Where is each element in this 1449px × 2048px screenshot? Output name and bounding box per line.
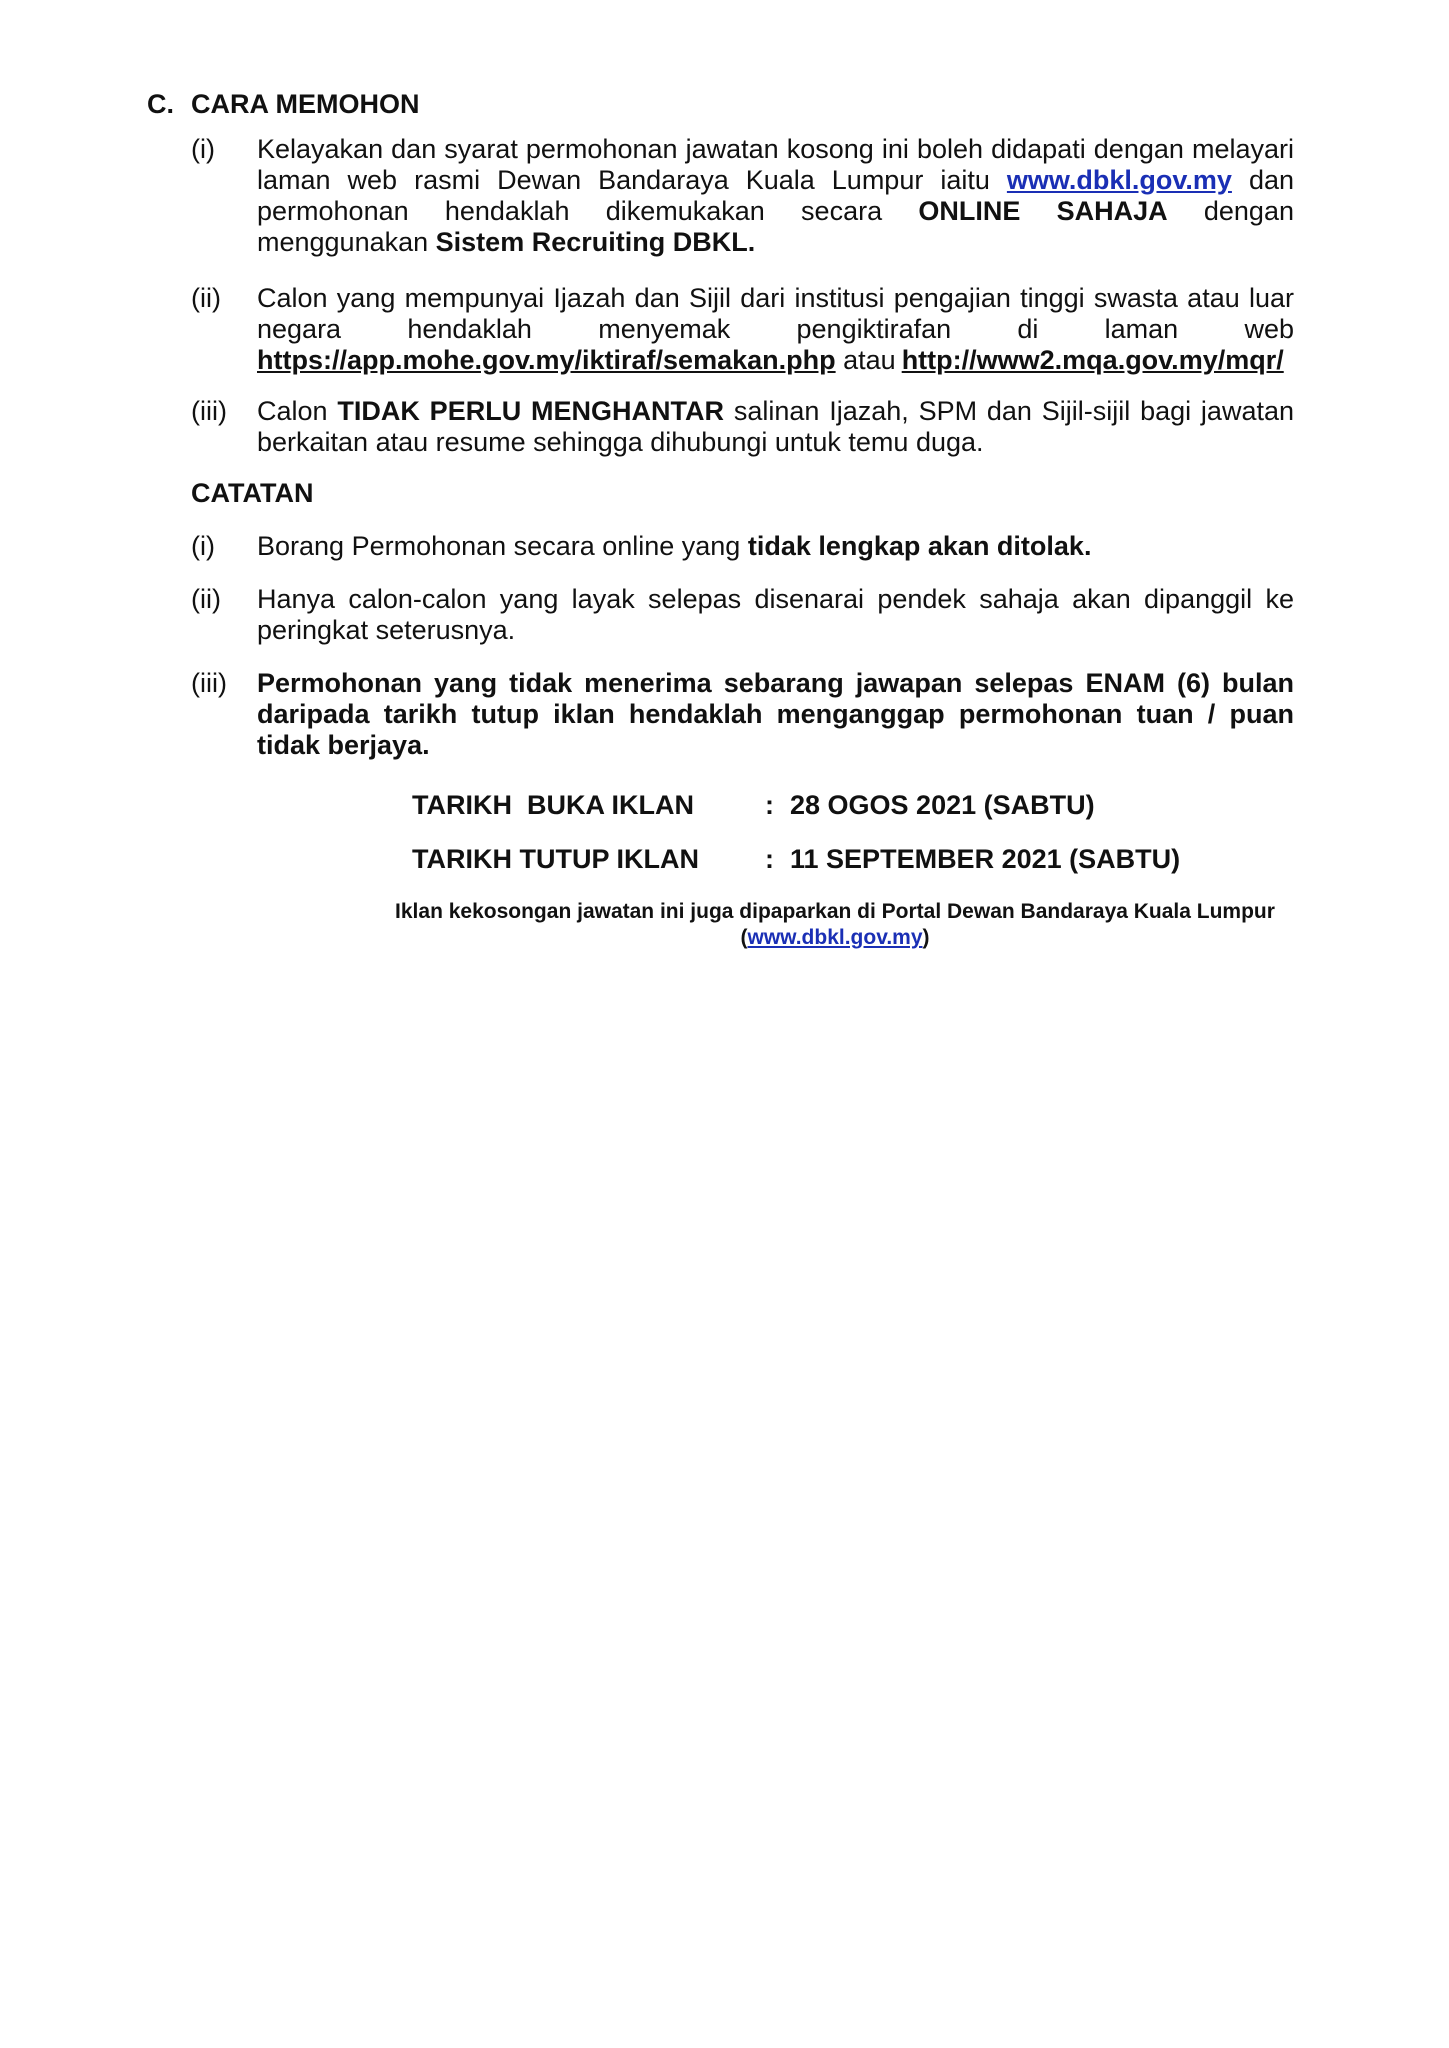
item-line: Kelayakan dan syarat permohonan jawatan kosong ini boleh didapati dengan melayari (257, 134, 1294, 164)
item-line: daripada tarikh tutup iklan hendaklah menganggap permohonan tuan / puan (257, 699, 1294, 729)
item-body (257, 584, 1294, 646)
item-text: permohonan hendaklah dikemukakan secara (257, 196, 883, 226)
item-line: negara hendaklah menyemak pengiktirafan di laman web (257, 314, 1294, 344)
item-text: dengan (1203, 196, 1294, 226)
item-text: atau (843, 345, 896, 375)
item-line: tidak berjaya. (257, 730, 430, 760)
dbkl-website-link[interactable]: www.dbkl.gov.my (1006, 165, 1232, 195)
item-line: Permohonan yang tidak menerima sebarang jawapan selepas ENAM (6) bulan (257, 668, 1294, 698)
date-value: 28 OGOS 2021 (SABTU) (790, 790, 1095, 820)
item-line (257, 165, 1294, 196)
tidak-perlu-text: TIDAK PERLU MENGHANTAR (337, 396, 724, 426)
item-body (257, 531, 1294, 562)
date-label: TARIKH TUTUP IKLAN (412, 844, 699, 874)
section-title: CARA MEMOHON (191, 89, 420, 119)
item-line (257, 396, 1294, 427)
item-body (257, 283, 1294, 376)
item-number: (ii) (191, 584, 221, 614)
date-value: 11 SEPTEMBER 2021 (SABTU) (790, 844, 1181, 874)
item-line: berkaitan atau resume sehingga dihubungi untuk temu duga. (257, 427, 984, 457)
catatan-heading: CATATAN (191, 478, 314, 508)
catatan-item-1 (191, 531, 1294, 562)
footer-paren-close: ) (922, 926, 930, 949)
sistem-recruiting-text: Sistem Recruiting DBKL. (435, 227, 756, 257)
date-colon: : (765, 790, 774, 820)
item-line (257, 531, 1294, 562)
cara-memohon-item-2 (191, 283, 1294, 376)
item-line (257, 227, 1294, 258)
footer-note (370, 899, 1300, 951)
item-number: (iii) (191, 668, 227, 698)
item-text: salinan Ijazah, SPM dan Sijil-sijil bagi jawatan (733, 396, 1294, 426)
date-label: TARIKH BUKA IKLAN (412, 790, 694, 820)
item-number: (i) (191, 134, 215, 164)
item-line (257, 345, 1294, 376)
footer-line: Iklan kekosongan jawatan ini juga dipaparkan di Portal Dewan Bandaraya Kuala Lumpur (395, 900, 1275, 923)
item-line (257, 196, 1294, 227)
item-number: (iii) (191, 396, 227, 426)
mohe-iktiraf-link[interactable]: https://app.mohe.gov.my/iktiraf/semakan.php (257, 345, 836, 375)
item-text: menggunakan (257, 227, 429, 257)
item-number: (ii) (191, 283, 221, 313)
footer-line (370, 925, 1300, 951)
item-text: Calon (257, 396, 328, 426)
cara-memohon-item-3 (191, 396, 1294, 458)
item-line: Hanya calon-calon yang layak selepas disenarai pendek sahaja akan dipanggil ke (257, 584, 1294, 614)
catatan-item-3 (191, 668, 1294, 761)
item-line: peringkat seterusnya. (257, 615, 516, 645)
item-body (257, 396, 1294, 458)
footer-dbkl-link[interactable]: www.dbkl.gov.my (747, 926, 923, 949)
item-body (257, 668, 1294, 761)
online-sahaja-text: ONLINE SAHAJA (918, 196, 1168, 226)
item-text: laman web rasmi Dewan Bandaraya Kuala Lumpur iaitu (257, 165, 990, 195)
cara-memohon-item-1 (191, 134, 1294, 258)
item-text: Borang Permohonan secara online yang (257, 531, 741, 561)
item-body (257, 134, 1294, 258)
item-number: (i) (191, 531, 215, 561)
section-letter: C. (147, 89, 174, 119)
item-line: Calon yang mempunyai Ijazah dan Sijil dari institusi pengajian tinggi swasta atau luar (257, 283, 1294, 313)
item-text: dan (1248, 165, 1294, 195)
section-heading (147, 88, 420, 120)
footer-paren-open: ( (740, 926, 748, 949)
catatan-item-2 (191, 584, 1294, 646)
mqa-link[interactable]: http://www2.mqa.gov.my/mqr/ (901, 345, 1284, 375)
date-colon: : (765, 844, 774, 874)
tidak-lengkap-text: tidak lengkap akan ditolak. (747, 531, 1092, 561)
